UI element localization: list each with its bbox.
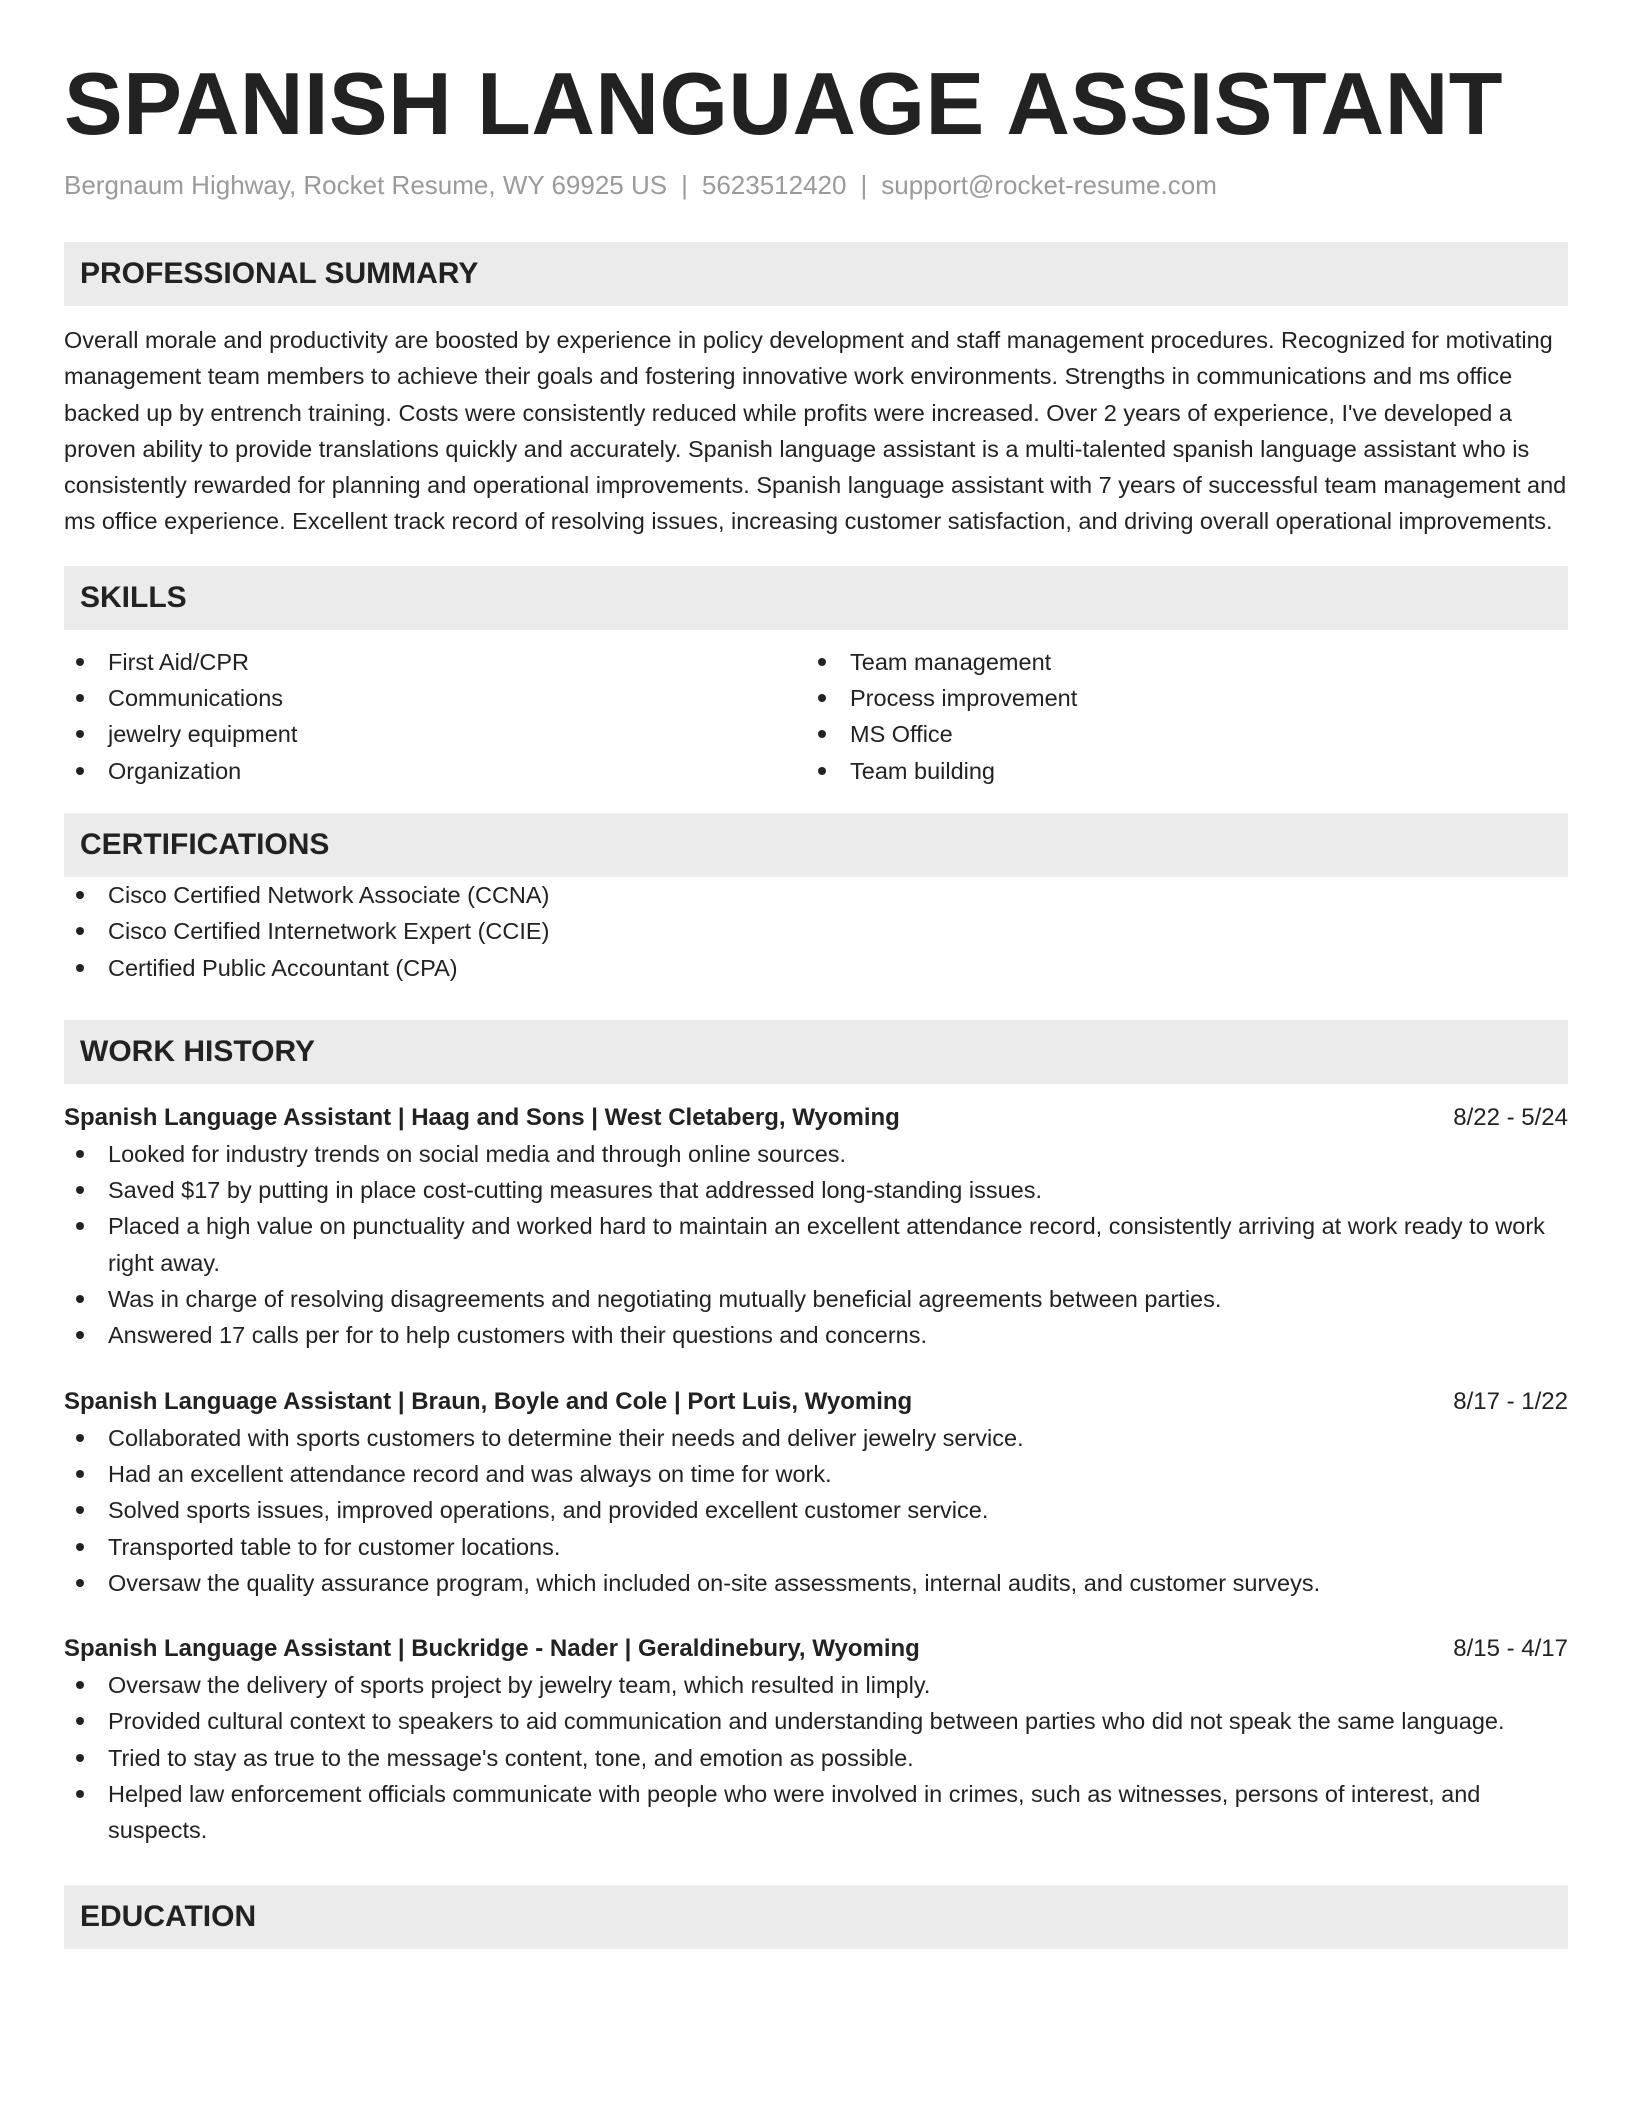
job-bullet: Transported table to for customer locations. [64,1529,1568,1565]
contact-email: support@rocket-resume.com [881,170,1217,200]
job-bullet: Was in charge of resolving disagreements and negotiating mutually beneficial agreements between parties. [64,1281,1568,1317]
job-bullet: Provided cultural context to speakers to aid communication and understanding between parties who did not speak the same language. [64,1703,1568,1739]
certification-item: Certified Public Accountant (CPA) [64,950,1568,986]
resume-page [64,0,1568,1949]
job-header [64,1100,1568,1136]
bullet-icon [76,730,84,738]
contact-separator: | [860,170,868,200]
bullet-icon [818,694,826,702]
job-dates: 8/17 - 1/22 [1453,1387,1568,1415]
job-title: Spanish Language Assistant | Braun, Boyle and Cole | Port Luis, Wyoming [64,1387,913,1415]
summary-text: Overall morale and productivity are boosted by experience in policy development and staff management procedures. Recognized for motivating management team members to achieve their goals and fostering innovative work environments. Strengths in communications and ms office backed up by entrench training. Costs were consistently reduced while profits were increased. Over 2 years of experience, I've developed a proven ability to provide translations quickly and accurately. Spanish language assistant is a multi-talented spanish language assistant who is consistently rewarded for planning and operational improvements. Spanish language assistant with 7 years of successful team management and ms office experience. Excellent track record of resolving issues, increasing customer satisfaction, and driving overall operational improvements. [64,327,1567,535]
job-bullet: Helped law enforcement officials communicate with people who were involved in crimes, such as witnesses, persons of interest, and suspects. [64,1776,1568,1849]
job-bullet: Solved sports issues, improved operations, and provided excellent customer service. [64,1492,1568,1528]
job-bullets [64,1667,1568,1848]
skill-item: Organization [64,753,806,789]
job-bullets [64,1136,1568,1354]
bullet-icon [76,658,84,666]
bullet-icon [76,1790,84,1798]
job-header [64,1631,1568,1667]
bullet-icon [76,1681,84,1689]
job-title: Spanish Language Assistant | Buckridge - Nader | Geraldinebury, Wyoming [64,1635,920,1663]
bullet-icon [76,1470,84,1478]
contact-separator: | [681,170,688,200]
skills-column-left [64,644,806,789]
job-bullet: Tried to stay as true to the message's content, tone, and emotion as possible. [64,1740,1568,1776]
bullet-icon [76,1543,84,1551]
bullet-icon [818,730,826,738]
section-heading-education: EDUCATION [64,1885,1568,1949]
section-heading-certifications: CERTIFICATIONS [64,813,1568,877]
job-header [64,1384,1568,1420]
job-title: Spanish Language Assistant | Haag and Sons | West Cletaberg, Wyoming [64,1103,900,1131]
bullet-icon [818,658,826,666]
bullet-icon [76,891,84,899]
section-heading-summary: PROFESSIONAL SUMMARY [64,242,1568,306]
bullet-icon [76,694,84,702]
job-bullet: Answered 17 calls per for to help customers with their questions and concerns. [64,1317,1568,1353]
bullet-icon [76,767,84,775]
section-heading-work-history: WORK HISTORY [64,1020,1568,1084]
skill-item: Team building [806,753,1548,789]
skill-item: First Aid/CPR [64,644,806,680]
bullet-icon [76,927,84,935]
bullet-icon [76,964,84,972]
job-bullet: Collaborated with sports customers to determine their needs and deliver jewelry service. [64,1420,1568,1456]
bullet-icon [76,1331,84,1339]
section-heading-skills: SKILLS [64,566,1568,630]
job-bullet: Had an excellent attendance record and was always on time for work. [64,1456,1568,1492]
job-dates: 8/15 - 4/17 [1453,1635,1568,1663]
skill-item: jewelry equipment [64,716,806,752]
bullet-icon [76,1717,84,1725]
job-bullet: Placed a high value on punctuality and worked hard to maintain an excellent attendance record, consistently arriving at work ready to work right away. [64,1208,1568,1281]
skills-list [64,644,1568,789]
job-bullet: Looked for industry trends on social media and through online sources. [64,1136,1568,1172]
bullet-icon [76,1222,84,1230]
bullet-icon [76,1754,84,1762]
job-dates: 8/22 - 5/24 [1453,1103,1568,1131]
job-bullet: Oversaw the delivery of sports project by jewelry team, which resulted in limply. [64,1667,1568,1703]
job-bullet: Oversaw the quality assurance program, which included on-site assessments, internal audits, and customer surveys. [64,1565,1568,1601]
skill-item: Communications [64,680,806,716]
contact-line [64,168,1568,202]
skills-column-right [806,644,1548,789]
bullet-icon [76,1150,84,1158]
skill-item: Team management [806,644,1548,680]
bullet-icon [76,1186,84,1194]
skill-item: MS Office [806,716,1548,752]
contact-phone: 5623512420 [701,170,847,200]
contact-address: Bergnaum Highway, Rocket Resume, WY 69925 US [64,170,668,200]
bullet-icon [76,1579,84,1587]
certifications-list [64,877,1568,986]
job-bullet: Saved $17 by putting in place cost-cutting measures that addressed long-standing issues. [64,1172,1568,1208]
bullet-icon [76,1506,84,1514]
bullet-icon [76,1434,84,1442]
certification-item: Cisco Certified Internetwork Expert (CCIE) [64,913,1568,949]
bullet-icon [818,767,826,775]
job-bullets [64,1420,1568,1601]
bullet-icon [76,1295,84,1303]
certification-item: Cisco Certified Network Associate (CCNA) [64,877,1568,913]
skill-item: Process improvement [806,680,1548,716]
candidate-name: SPANISH LANGUAGE ASSISTANT [64,54,1504,153]
